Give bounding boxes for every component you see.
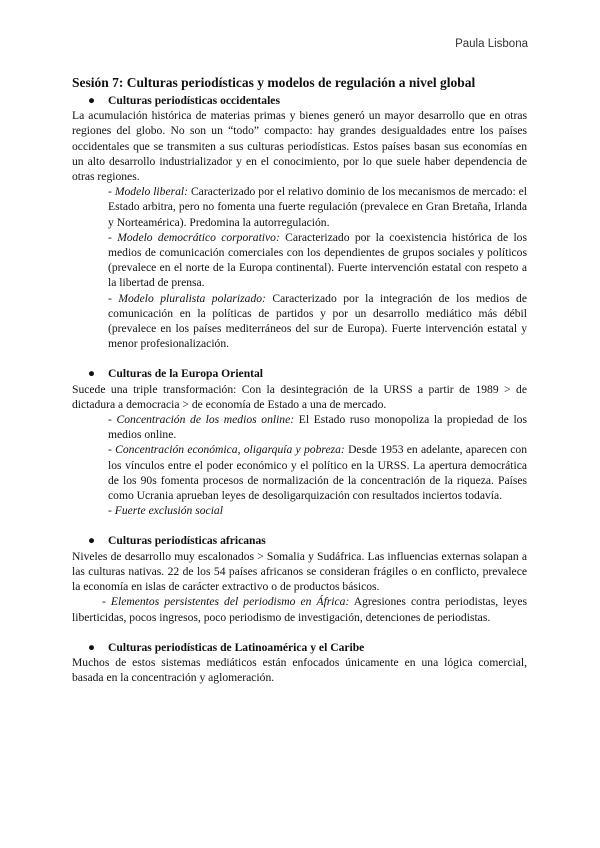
paragraph-latam-intro: Muchos de estos sistemas mediáticos están enfocados únicamente en una lógica comercial, basada en la concentración y aglomeración. (72, 655, 527, 685)
list-item-modelo-pluralista (72, 291, 527, 352)
section-heading-text: Culturas periodísticas occidentales (108, 94, 280, 107)
section-heading-occidentales (72, 93, 527, 108)
item-prefix: - (108, 504, 115, 518)
bullet-icon: ● (88, 534, 96, 548)
item-prefix: - (108, 185, 115, 199)
item-term: Elementos persistentes del periodismo en África: (110, 595, 350, 609)
bullet-icon: ● (88, 367, 96, 381)
paragraph-oriental-intro: Sucede una triple transformación: Con la desintegración de la URSS a partir de 1989 > de dictadura a democracia > de economía de Estado a una de mercado. (72, 382, 527, 411)
item-prefix: - (108, 291, 119, 305)
section-heading-latam (72, 640, 527, 655)
document-body (72, 74, 527, 685)
item-prefix: - (108, 230, 118, 244)
section-heading-africanas (72, 533, 527, 548)
item-term: Modelo democrático corporativo: (117, 230, 280, 244)
item-term: Modelo pluralista polarizado: (118, 291, 266, 305)
list-item-concentracion-online (72, 412, 527, 442)
section-heading-text: Culturas periodísticas de Latinoamérica y el Caribe (108, 640, 365, 654)
item-term: Fuerte exclusión social (114, 504, 223, 518)
bullet-icon: ● (88, 94, 96, 107)
item-text: Caracterizado por la integración de los medios de comunicación en la políticas de partidos y por un desarrollo mediático más débil (prevalece en los países mediterráneos del sur de Europa). Fuerte intervención estatal y menor profesionalización. (108, 291, 527, 351)
list-item-elementos-africa (72, 594, 527, 624)
section-heading-text: Culturas periodísticas africanas (108, 534, 266, 548)
page-title: Sesión 7: Culturas periodísticas y modelos de regulación a nivel global (72, 75, 476, 90)
paragraph-occidentales-intro: La acumulación histórica de materias primas y bienes generó un mayor desarrollo que en otras regiones del globo. No son un “todo” compacto: hay grandes desigualdades entre los países occidentales que se transmiten a sus culturas periodísticas. Estos países basan sus economías en un alto desarrollo industrializador y en el conocimiento, por lo que suele haber dependencia de otras regiones. (72, 109, 527, 184)
item-text: El Estado ruso monopoliza la propiedad de los medios online. (108, 413, 527, 442)
header-author: Paula Lisbona (455, 38, 528, 50)
section-heading-text: Culturas de la Europa Oriental (108, 367, 264, 381)
item-text: Agresiones contra periodistas, leyes liberticidas, pocos ingresos, poco periodismo de investigación, detenciones de periodistas. (72, 595, 527, 624)
list-item-modelo-liberal (72, 184, 527, 230)
item-prefix: - (108, 413, 117, 427)
list-item-modelo-democratico (72, 230, 527, 291)
item-text: Caracterizado por el relativo dominio de los mecanismos de mercado: el Estado arbitra, pero no fomenta una fuerte regulación (prevalece en Gran Bretaña, Irlanda y Norteamérica). Predomina la autorregulación. (108, 185, 527, 229)
item-term: Modelo liberal: (114, 185, 188, 199)
spacer (72, 625, 527, 640)
item-prefix: - (102, 595, 111, 609)
item-term: Concentración de los medios online: (116, 413, 295, 427)
item-term: Concentración económica, oligarquía y pobreza: (115, 443, 345, 457)
item-prefix: - (108, 443, 116, 457)
list-item-exclusion-social (72, 503, 527, 518)
spacer (72, 351, 527, 366)
item-text: Caracterizado por la coexistencia histórica de los medios de comunicación comerciales con los dependientes de grupos sociales y políticos (prevalece en el norte de la Europa continental). Fuerte intervención estatal con respeto a la libertad de prensa. (108, 230, 527, 290)
spacer (72, 518, 527, 533)
section-heading-oriental (72, 366, 527, 381)
list-item-concentracion-economica (72, 442, 527, 503)
paragraph-africanas-intro: Niveles de desarrollo muy escalonados > Somalia y Sudáfrica. Las influencias externas solapan a las culturas nativas. 22 de los 54 países africanos se consideran frágiles o en conflicto, prevalece la economía en islas de carácter extractivo o de productos básicos. (72, 549, 527, 594)
bullet-icon: ● (88, 640, 96, 654)
item-text: Desde 1953 en adelante, aparecen con los vínculos entre el poder económico y el político en la URSS. La apertura democrática de los 90s fomenta procesos de normalización de la concentración de la riqueza. Países como Ucrania aprueban leyes de desoligarquización con resultados inciertos todavía. (108, 443, 528, 503)
